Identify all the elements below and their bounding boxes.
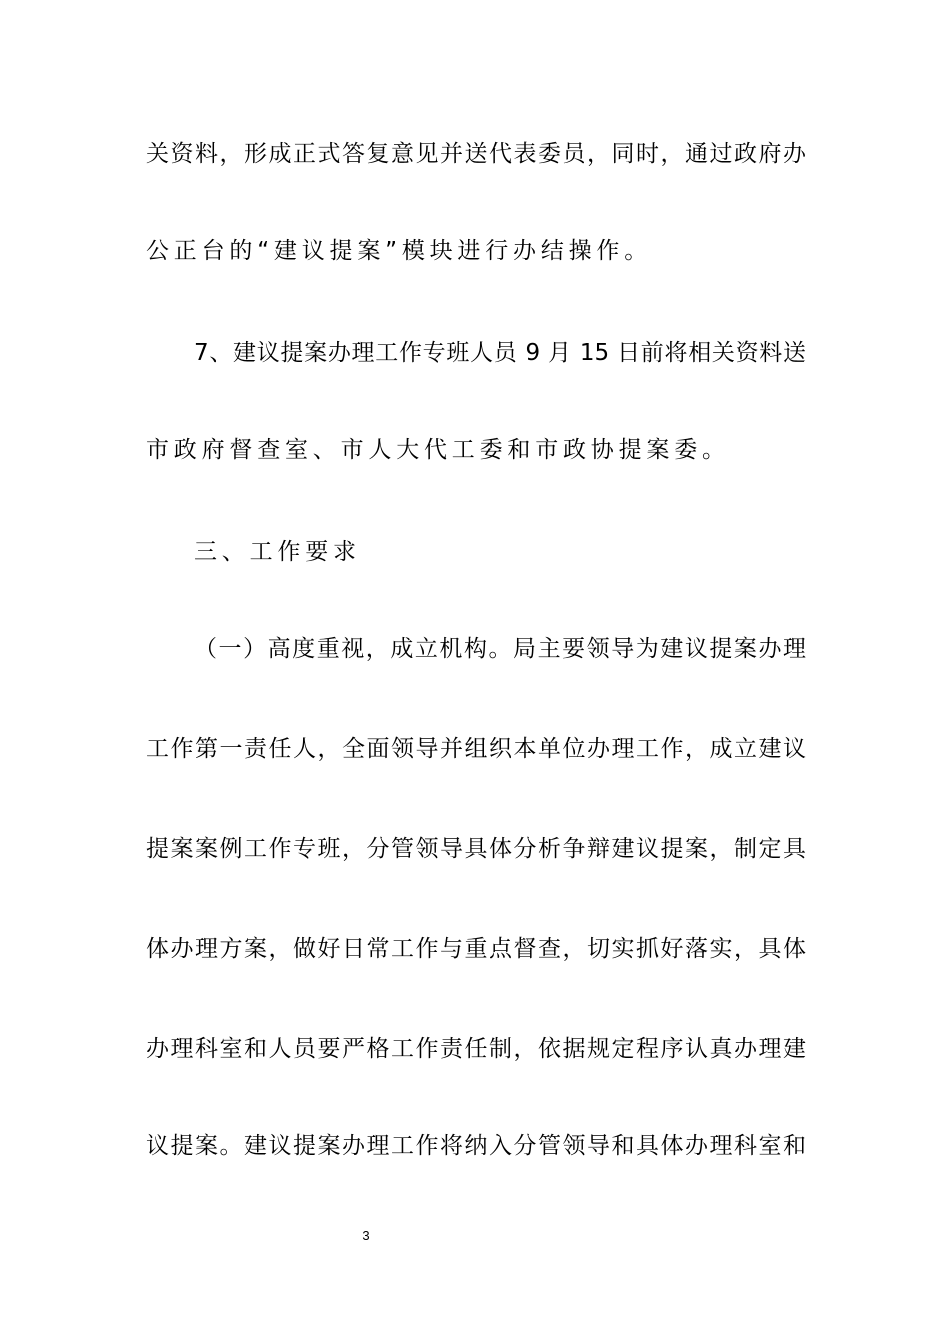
- text-line-1: 关资料，形成正式答复意见并送代表委员，同时，通过政府办: [146, 141, 806, 167]
- text-line-10: 办理科室和人员要严格工作责任制，依据规定程序认真办理建: [146, 1036, 806, 1062]
- text-line-11: 议提案。建议提案办理工作将纳入分管领导和具体办理科室和: [146, 1133, 806, 1159]
- text-line-7: 工作第一责任人，全面领导并组织本单位办理工作，成立建议: [146, 736, 806, 762]
- text-line-3: 7、建议提案办理工作专班人员 9 月 15 日前将相关资料送: [194, 340, 806, 366]
- page-number: 3: [362, 1228, 370, 1243]
- text-line-6: （一）高度重视，成立机构。局主要领导为建议提案办理: [194, 636, 806, 662]
- text-line-4: 市政府督查室、市人大代工委和市政协提案委。: [146, 437, 730, 463]
- text-line-2: 公正台的“建议提案”模块进行办结操作。: [146, 238, 653, 264]
- text-line-9: 体办理方案，做好日常工作与重点督查，切实抓好落实，具体: [146, 936, 806, 962]
- section-heading: 三、工作要求: [194, 539, 361, 565]
- text-line-8: 提案案例工作专班，分管领导具体分析争辩建议提案，制定具: [146, 836, 806, 862]
